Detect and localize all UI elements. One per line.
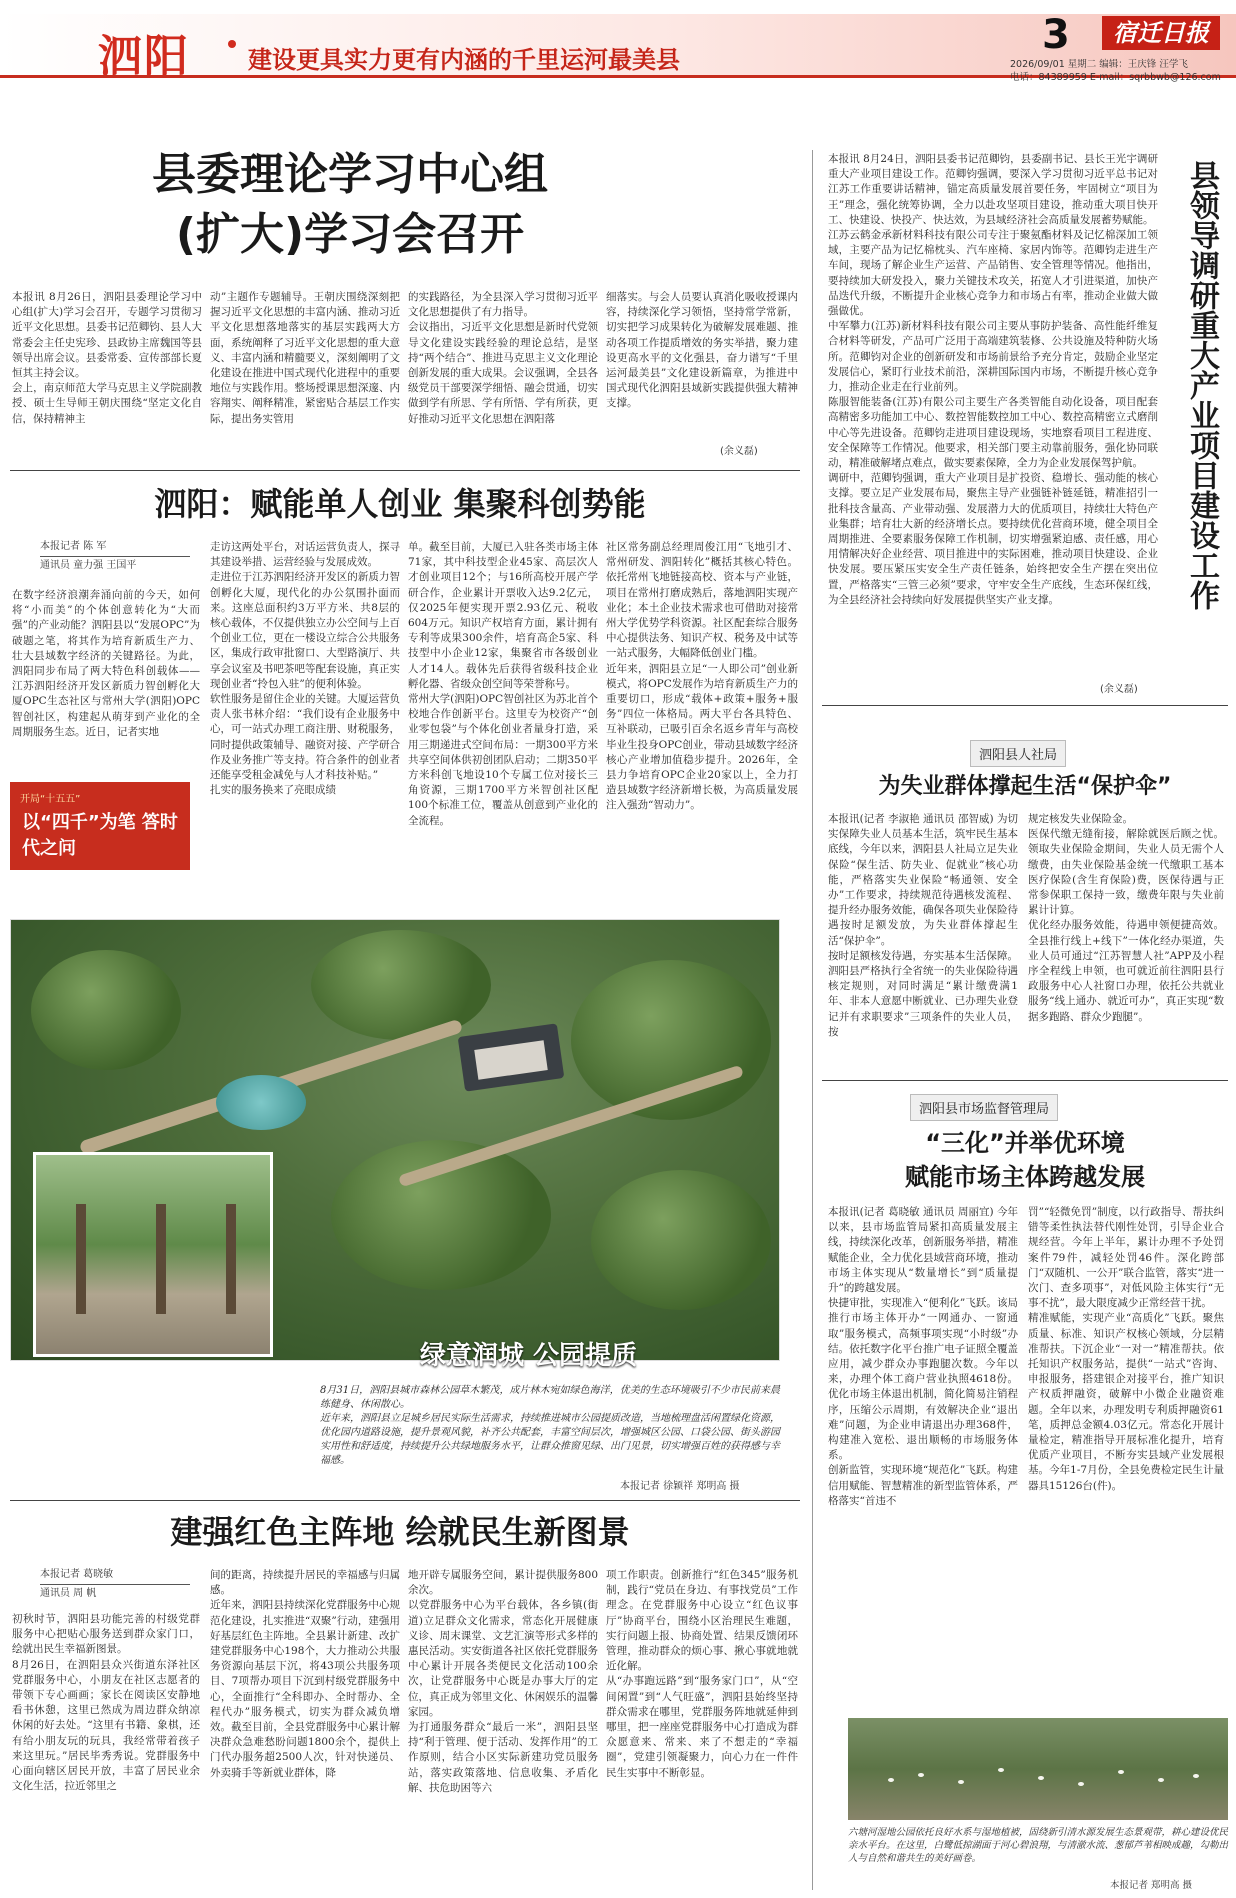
article3-reporter: 本报记者 葛晓敏	[40, 1569, 114, 1580]
egret-mark	[998, 1768, 1004, 1772]
article6-headline-line2: 赋能市场主体跨越发展	[905, 1163, 1145, 1191]
date-line: 2026/09/01 星期二 编辑：王庆锋 汪学飞	[1010, 59, 1188, 70]
masthead-separator-dot	[228, 40, 236, 48]
article1-headline-line2: (扩大)学习会召开	[175, 209, 525, 260]
photo-feature-title: 绿意润城 公园提质	[420, 1341, 638, 1371]
byline-rule	[40, 556, 190, 557]
photo-tree-canopy	[31, 950, 181, 1070]
egret-mark	[1193, 1774, 1199, 1778]
article2-col4: 社区常务副总经理周俊江用“飞地引才、常州研发、泗阳转化”概括其核心特色。依托常州飞地链接高校、资本与产业链，项目在常州打磨成熟后，落地泗阳实现产业化；本土企业技术需求也可借助对接常州大学优势学科资源。社区配套综合服务中心提供法务、知识产权、税务及中试等一站式服务，大幅降低创业门槛。 近年来，泗阳县立足“一人即公司”创业新模式，将OPC发展作为培育新质生产力的重要切口，形成“载体+政策+服务+服务”四位一体格局。两大平台各具特色、互补联动，已吸引百余名返乡青年与高校毕业生投身OPC创业，带动县域数字经济核心产业增加值稳步提升。2026年，全县力争培育OPC企业20家以上，全力打造县域数字经济新增长极，为高质量发展注入强劲“智动力”。	[606, 541, 798, 812]
inset-tree-trunk	[156, 1204, 166, 1314]
article5-col1: 本报讯(记者 李淑艳 通讯员 邵智威) 为切实保障失业人员基本生活，筑牢民生基本底线，今年以来，泗阳县人社局立足失业保险“保生活、防失业、促就业”核心功能，严格落实失业保险“畅通领、安全办”工作要求，持续规范待遇核发流程、提升经办服务效能，确保各项失业保险待遇按时足额发放，为失业群体撑起生活“保护伞”。 按时足额核发待遇，夯实基本生活保障。泗阳县严格执行全省统一的失业保险待遇核定规则，对同时满足“累计缴费满1年、非本人意愿中断就业、已办理失业登记并有求职要求”三项条件的失业人员，按	[828, 813, 1018, 1038]
masthead-slogan: 建设更具实力更有内涵的千里运河最美县	[248, 46, 680, 74]
photo-feature-credit: 本报记者 徐颖祥 郑明高 摄	[620, 1481, 740, 1492]
article2-col1: 在数字经济浪潮奔涌向前的今天，如何将“小而美”的个体创意转化为“大而强”的产业动能？泗阳县以“发展OPC”为破题之笔，将其作为培育新质生产力、壮大县域数字经济的关键路径。为此，泗阳同步布局了两大特色科创载体——江苏泗阳经济开发区新质力智创孵化大厦OPC生态社区与常州大学(泗阳)OPC智创社区，构建起从萌芽到产业化的全周期服务生态。近日，记者实地	[12, 589, 200, 738]
article6-headline-line1: “三化”并举优环境	[925, 1129, 1125, 1157]
paper-logo: 宿迁日报	[1102, 16, 1220, 50]
article1-headline-line1: 县委理论学习中心组	[152, 149, 548, 200]
divider	[10, 470, 800, 471]
egret-mark	[958, 1780, 964, 1784]
article2-byline	[40, 540, 190, 573]
article3-correspondent: 通讯员 周 帆	[40, 1588, 97, 1599]
article4-body: 本报讯 8月24日，泗阳县委书记范卿钧，县委副书记、县长王光宇调研重大产业项目建设工作。范卿钧强调，要深入学习贯彻习近平总书记对江苏工作重要讲话精神，锚定高质量发展首要任务，牢固树立“项目为王”理念，强化统筹协调，全力以赴攻坚项目建设，推动重大项目快开工、快建设、快投产、快达效，为县域经济社会高质量发展蓄势赋能。 江苏云鹤金承新材料科技有限公司专注于聚氨酯材料及记忆棉深加工领域，主要产品为记忆棉枕头、汽车座椅、家居内饰等。范卿钧走进生产车间，现场了解企业生产运营、产品销售、安全管理等情况。他指出，要持续加大研发投入，聚力关键技术攻关，拓宽人才引进渠道，加快产品迭代升级，不断提升企业核心竞争力和市场占有率，推动企业做大做强做优。 中军攀力(江苏)新材料科技有限公司主要从事防护装备、高性能纤维复合材料等研发，产品可广泛用于高端建筑装修、公共设施及特种防火场所。范卿钧对企业的创新研发和市场前景给予充分肯定，鼓励企业坚定发展信心，紧盯行业技术前沿，深耕国际国内市场，不断提升核心竞争力，推动企业走在行业前列。 陈服智能装备(江苏)有限公司主要生产各类智能自动化设备，项目配套高精密多功能加工中心、数控智能数控加工中心、数控高精密立式磨削中心等先进设备。范卿钧走进项目建设现场，实地察看项目工程进度、安全保障等工作情况。他要求，相关部门要主动靠前服务，强化协同联动，精准破解堵点难点，做实要素保障，全力为企业发展保驾护航。 调研中，范卿钧强调，重大产业项目是扩投资、稳增长、强动能的核心支撑。要立足产业发展布局，聚焦主导产业强链补链延链，精准招引一批科技含量高、产业带动强、发展潜力大的优质项目，持续壮大特色产业集群；培育壮大新的经济增长点。要持续优化营商环境，健全项目全周期推进、全要素服务保障工作机制，切实增强紧迫感、责任感，用心用情解决好企业经营、项目推进中的实际困难，推动项目快建设、企业快发展。要压紧压实安全生产责任链条，始终把安全生产摆在突出位置，严格落实“三管三必须”要求，守牢安全生产底线，生态环保红线，为全县经济社会持续向好发展提供坚实产业支撑。	[828, 153, 1158, 606]
egret-mark	[1078, 1782, 1084, 1786]
masthead-county: 泗阳	[98, 31, 190, 82]
campaign-callout	[10, 782, 190, 870]
article3-headline: 建强红色主阵地 绘就民生新图景	[170, 1513, 630, 1551]
article2-headline: 泗阳：赋能单人创业 集聚科创势能	[154, 485, 646, 523]
article6-col2: 罚”“轻微免罚”制度，以行政指导、帮扶纠错等柔性执法替代刚性处罚，引导企业合规经营。今年上半年，累计办理不予处罚案件79件，减轻处罚46件。深化跨部门“双随机、一公开”联合监管，落实“进一次门、查多项事”，对低风险主体实行“无事不扰”，最大限度减少正常经营干扰。 精准赋能，实现产业“高质化”飞跃。聚焦质量、标准、知识产权核心领域，分层精准帮扶。下沉企业“一对一”精准帮扶。依托知识产权服务站，提供“一站式”咨询、申报服务，搭建银企对接平台，推广知识产权质押融资，破解中小微企业融资难题。全年以来，办理发明专利质押融资61笔，质押总金额4.03亿元。常态化开展计量检定，精准指导开展标准化提升，培育优质产业项目，不断夯实县域产业发展根基。今年1-7月份，全县免费检定民生计量器具15126台(件)。	[1028, 1206, 1224, 1492]
park-visitors-inset-photo	[33, 1152, 273, 1357]
byline-rule	[40, 1584, 190, 1585]
bottom-photo-credit: 本报记者 郑明高 摄	[1110, 1880, 1193, 1891]
article1-author: (余义磊)	[720, 446, 758, 457]
article2-correspondent: 通讯员 童力强 王国平	[40, 560, 137, 571]
photo-tree-canopy	[311, 930, 491, 1040]
egret-mark	[1158, 1778, 1164, 1782]
article2-reporter: 本报记者 陈 军	[40, 541, 107, 552]
column-separator	[812, 150, 813, 1890]
inset-tree-trunk	[226, 1204, 236, 1314]
article1-col3: 的实践路径，为全县深入学习贯彻习近平文化思想提供了有力指导。 会议指出，习近平文化思想是新时代党领导文化建设实践经验的理论总结，是坚持“两个结合”、推进马克思主义文化理论创新发展的重大成果。会议强调，全县各级党员干部要深学细悟、融会贯通，切实做到学有所思、学有所悟、学有所获，更好推动习近平文化思想在泗阳落	[408, 291, 598, 425]
photo-pool	[216, 1075, 306, 1130]
divider	[822, 705, 1228, 706]
article3-col2: 间的距离，持续提升居民的幸福感与归属感。 近年来，泗阳县持续深化党群服务中心规范化建设，扎实推进“双聚”行动，建强用好基层红色主阵地。全县累计新建、改扩建党群服务中心198个，大力推动公共服务资源向基层下沉，将43项公共服务项目、7项帮办项目下沉到村级党群服务中心，全面推行“全科即办、全时帮办、全程代办”服务模式，切实为群众减负增效。截至目前，全县党群服务中心累计解决群众急难愁盼问题1800余个，提供上门代办服务超2500人次，针对快递员、外卖骑手等新就业群体，降	[210, 1569, 400, 1779]
article6-col1: 本报讯(记者 葛晓敏 通讯员 周丽宜) 今年以来，县市场监管局紧扣高质量发展主线，持续深化改革，创新服务举措，精准赋能企业，全力优化县域营商环境，推动市场主体实现从“数量增长”到“质量提升”的跨越发展。 快捷审批，实现准入“便利化”飞跃。该局推行市场主体开办“一网通办、一窗通取”服务模式，高频事项实现“小时级”办结。依托数字化平台推广电子证照全覆盖应用，减少群众办事跑腿次数。今年以来，办理个体工商户营业执照4618份。优化市场主体退出机制，简化简易注销程序，压缩公示周期，有效解决企业“退出难”问题，为企业申请退出办理368件，构建准入宽松、退出顺畅的市场服务体系。 创新监管，实现环境“规范化”飞跃。构建信用赋能、智慧精准的新型监管体系，严格落实“首违不	[828, 1206, 1018, 1507]
egret-mark	[1118, 1770, 1124, 1774]
divider	[822, 1080, 1228, 1081]
article3-col1: 初秋时节，泗阳县功能完善的村级党群服务中心把贴心服务送到群众家门口，绘就出民生幸福新图景。 8月26日，在泗阳县众兴街道东泽社区党群服务中心，小朋友在社区志愿者的带领下专心画画；家长在阅读区安静地看书休憩，这里已然成为周边群众纳凉休闲的好去处。“这里有书籍、象棋，还有给小朋友玩的玩具，我经常带着孩子来这里玩。”居民毕秀秀说。党群服务中心面向辖区居民开放，丰富了居民业余文化生活，拉近邻里之	[12, 1613, 200, 1793]
egret-mark	[888, 1778, 894, 1782]
article3-col4: 项工作职责。创新推行“红色345”服务机制，践行“党员在身边、有事找党员”工作理念。在党群服务中心设立“红色议事厅”协商平台，围绕小区治理民生难题，实行问题上报、协商处置、结果反馈闭环管理，推动群众的烦心事、揪心事就地就近化解。 从“办事跑远路”到“服务家门口”，从“空间闲置”到“人气旺盛”，泗阳县始终坚持群众需求在哪里，党群服务阵地就延伸到哪里，把一座座党群服务中心打造成为群众愿意来、常来、来了不想走的“幸福圈”，党建引领凝聚力，向心力在一件件民生实事中不断彰显。	[606, 1569, 798, 1779]
article1-col2: 动”主题作专题辅导。王朝庆围绕深刻把握习近平文化思想的丰富内涵、推动习近平文化思想落地落实的基层实践两大方面，系统阐释了习近平文化思想的重大意义、丰富内涵和精髓要义，深刻阐明了文化建设在推进中国式现代化进程中的重要地位与实践作用。整场授课思想深邃、内容翔实、阐释精准，紧密贴合基层工作实际，提出务实管用	[210, 291, 400, 425]
callout-tag: 开局“十五五”	[20, 794, 81, 805]
bottom-photo-caption: 六塘河湿地公园依托良好水系与湿地植被，固绕新引清水源发展生态景观带，耕心建设优民亲水平台。在这里，白鹭低掠湖面于河心碧浪翔，与清澈水流、葱郁芦苇相映成趣，勾勒出人与自然和谐共生的美好画卷。	[848, 1827, 1229, 1864]
article3-col3: 地开辟专属服务空间，累计提供服务800余次。 以党群服务中心为平台载体，各乡镇(街道)立足群众文化需求，常态化开展健康义诊、周末课堂、文艺汇演等形式多样的惠民活动。实安街道各社区依托党群服务中心累计开展各类便民文化活动100余次，让党群服务中心既是办事大厅的定位，真正成为邻里文化、休闲娱乐的温馨家园。 为打通服务群众“最后一米”，泗阳县坚持“利于管理、便于活动、发挥作用”的工作原则，结合小区实际新建功党员服务站，落实政策落地、信息收集、矛盾化解、扶危助困等六	[408, 1569, 598, 1794]
contact-line: 电话：84389959 E-mail：sqrbbwb@126.com	[1010, 72, 1221, 83]
photo-tree-canopy	[591, 1170, 771, 1310]
article4-author: (余义磊)	[1100, 684, 1138, 695]
article2-col2: 走访这两处平台，对话运营负责人，探寻其建设举措、运营经验与发展成效。 走进位于江苏泗阳经济开发区的新质力智创孵化大厦，现代化的办公氛围扑面而来。这座总面积约3万平方米、共8层的核心载体，不仅提供独立办公空间与上百个创业工位，更在一楼设立综合公共服务区，集成行政审批窗口、大型路演厅、共享会议室及书吧茶吧等配套设施，真正实现创业者“拎包入驻”的便利体验。 软性服务是留住企业的关键。大厦运营负责人张书林介绍：“我们设有企业服务中心，可一站式办理工商注册、财税服务，同时提供政策辅导、融资对接、产学研合作及业务推广等支持。符合条件的创业者还能享受租金减免与人才科技补贴。” 扎实的服务换来了亮眼成绩	[210, 541, 400, 797]
article5-col2: 规定核发失业保险金。 医保代缴无缝衔接，解除就医后顾之忧。领取失业保险金期间，失业人员无需个人缴费，由失业保险基金统一代缴职工基本医疗保险(含生育保险)费，医保待遇与正常参保职工保持一致，缴费年限与失业前累计计算。 优化经办服务效能，待遇申领便捷高效。全县推行线上+线下”一体化经办渠道，失业人员可通过“江苏智慧人社”APP及小程序全程线上申领，也可就近前往泗阳县行政服务中心人社窗口办理，依托公共就业服务“线上通办、就近可办”，真正实现“数据多跑路、群众少跑腿”。	[1028, 813, 1224, 1023]
article5-headline: 为失业群体撑起生活“保护伞”	[878, 774, 1172, 799]
article1-col4: 细落实。与会人员要认真消化吸收授课内容，持续深化学习领悟，坚持常学常新，切实把学习成果转化为破解发展难题、推动各项工作提质增效的务实举措，聚力建设更高水平的文化强县，奋力谱写“千里运河最美县”文化建设新篇章，为推进中国式现代化泗阳县域新实践提供强大精神支撑。	[606, 291, 798, 410]
egret-mark	[1038, 1776, 1044, 1780]
wetland-egrets-photo	[848, 1718, 1228, 1820]
page-number: 3	[1042, 12, 1070, 58]
article2-col3: 单。截至目前，大厦已入驻各类市场主体71家，其中科技型企业45家、高层次人才创业项目12个；与16所高校开展产学研合作，企业累计开票收入达9.2亿元，仅2025年便实现开票2.93亿元、税收604万元。知识产权培育方面，累计拥有专利等成果300余件，培育高企5家、科技型中小企业12家，集聚省市各级创业人才14人。载体先后获得省级科技企业孵化器、省级众创空间等荣誉称号。 常州大学(泗阳)OPC智创社区为苏北首个校地合作创新平台。这里专为校资产“创业零包袋”与个体化创业者量身打造，采用三期递进式空间布局：一期300平方米共享空间体供初创团队启动；二期350平方米科创飞地设10个专属工位对接长三角资源，三期1700平方米智创社区配100个标准工位，覆盖从创意到产业化的全流程。	[408, 541, 598, 827]
inset-tree-trunk	[76, 1204, 86, 1314]
divider	[10, 1500, 800, 1501]
article1-col1: 本报讯 8月26日，泗阳县委理论学习中心组(扩大)学习会召开，专题学习贯彻习近平文化思想。县委书记范卿钧、县人大常委会主任史宪珍、县政协主席魏国等县领导出席会议。县委常委、宣传部部长夏恒其主持会议。 会上，南京师范大学马克思主义学院副教授、硕士生导师王朝庆围绕“坚定文化自信，保持精神主	[12, 291, 202, 425]
article5-section-label: 泗阳县人社局	[970, 740, 1066, 767]
article4-headline: 县领导调研重大产业项目建设工作	[1184, 160, 1219, 610]
callout-text: 以“四千”为笔 答时代之问	[22, 812, 178, 859]
article3-byline	[40, 1568, 190, 1601]
article6-section-label: 泗阳县市场监督管理局	[910, 1094, 1058, 1121]
photo-feature-caption: 8月31日，泗阳县城市森林公园草木繁茂，成片林木宛如绿色海洋，优美的生态环境吸引不少市民前来晨练健身、休闲散心。 近年来，泗阳县立足城乡居民实际生活需求，持续推进城市公园提质改造，当地梳理盘活闲置绿化资源，优化园内道路设施，提升景观风貌，补齐公共配套，丰富空间层次，增强城区公园、口袋公园、街头游园实用性和舒适度，持续提升公共绿地服务水平，让群众推窗见绿、出门见景，切实增强百姓的获得感与幸福感。	[320, 1385, 780, 1466]
egret-mark	[918, 1773, 924, 1777]
photo-park-path	[398, 1065, 744, 1188]
